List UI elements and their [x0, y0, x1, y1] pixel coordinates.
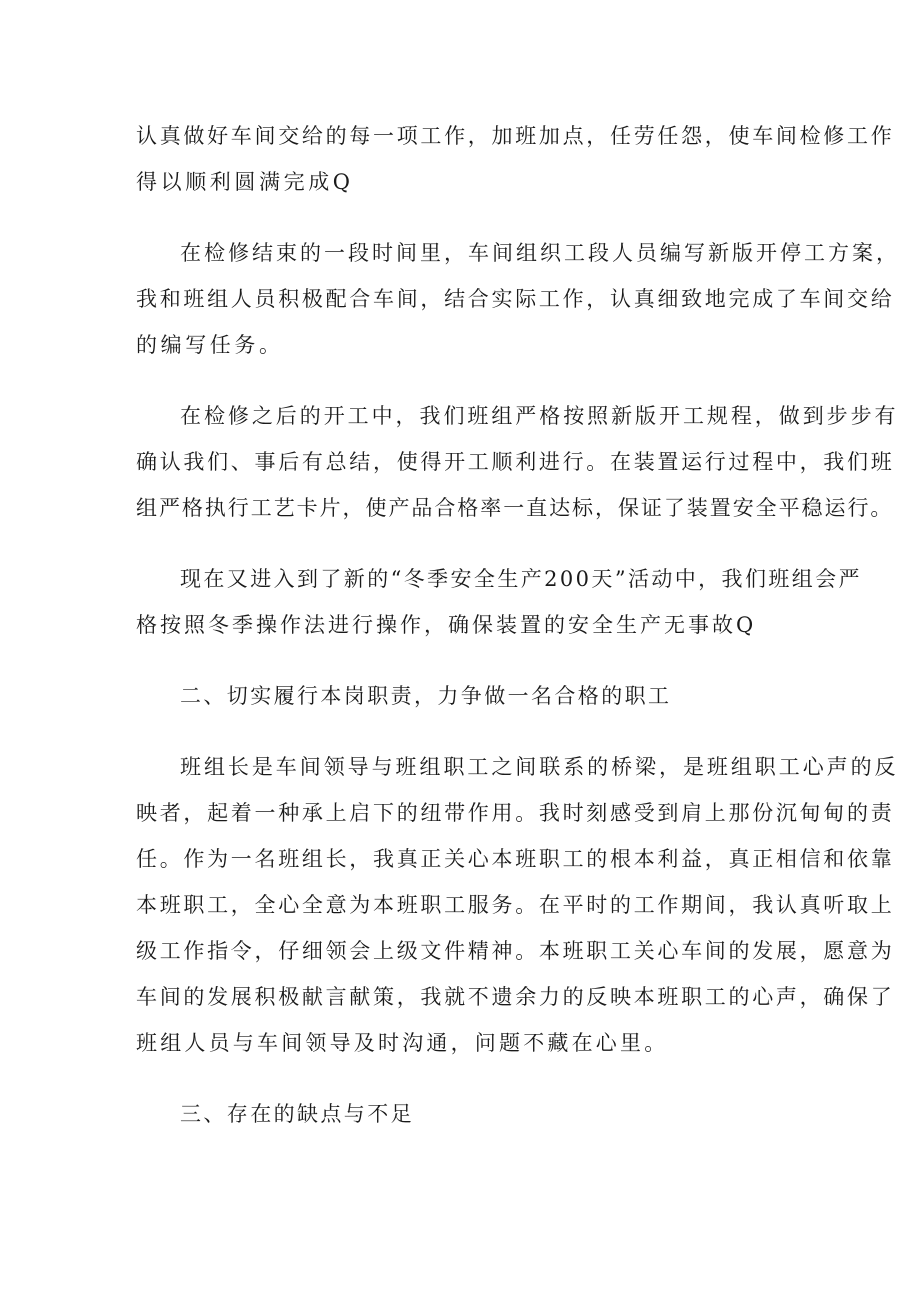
paragraph-4-line-2: 格按照冬季操作法进行操作，确保装置的安全生产无事故Q: [136, 613, 757, 637]
paragraph-1-line-2: 得以顺利圆满完成Q: [136, 170, 354, 194]
paragraph-2-line-2: 我和班组人员积极配合车间，结合实际工作，认真细致地完成了车间交给: [136, 287, 895, 311]
paragraph-5-line-2: 映者，起着一种承上启下的纽带作用。我时刻感受到肩上那份沉甸甸的责: [136, 801, 895, 825]
paragraph-3-line-1: 在检修之后的开工中，我们班组严格按照新版开工规程，做到步步有: [180, 404, 899, 428]
paragraph-5-line-5: 级工作指令，仔细领会上级文件精神。本班职工关心车间的发展，愿意为: [136, 939, 895, 963]
paragraph-5-line-1: 班组长是车间领导与班组职工之间联系的桥梁，是班组职工心声的反: [180, 755, 899, 779]
paragraph-5-line-7: 班组人员与车间领导及时沟通，问题不藏在心里。: [136, 1031, 669, 1055]
paragraph-3-line-3: 组严格执行工艺卡片，使产品合格率一直达标，保证了装置安全平稳运行。: [136, 496, 894, 520]
paragraph-3-line-2: 确认我们、事后有总结，使得开工顺利进行。在装置运行过程中，我们班: [136, 450, 895, 474]
paragraph-5-line-6: 车间的发展积极献言献策，我就不遗余力的反映本班职工的心声，确保了: [136, 985, 895, 1009]
paragraph-5-line-3: 任。作为一名班组长，我真正关心本班职工的根本利益，真正相信和依靠: [136, 847, 895, 871]
paragraph-1-line-1: 认真做好车间交给的每一项工作，加班加点，任劳任怨，使车间检修工作: [136, 124, 895, 148]
paragraph-2-line-3: 的编写任务。: [136, 333, 284, 357]
paragraph-5-line-4: 本班职工，全心全意为本班职工服务。在平时的工作期间，我认真听取上: [136, 893, 895, 917]
paragraph-4-line-1: 现在又进入到了新的“冬季安全生产200天”活动中，我们班组会严: [180, 567, 862, 591]
section-heading-3: 三、存在的缺点与不足: [180, 1102, 414, 1126]
paragraph-2-line-1: 在检修结束的一段时间里，车间组织工段人员编写新版开停工方案，: [180, 241, 900, 265]
section-heading-2: 二、切实履行本岗职责，力争做一名合格的职工: [180, 684, 672, 708]
